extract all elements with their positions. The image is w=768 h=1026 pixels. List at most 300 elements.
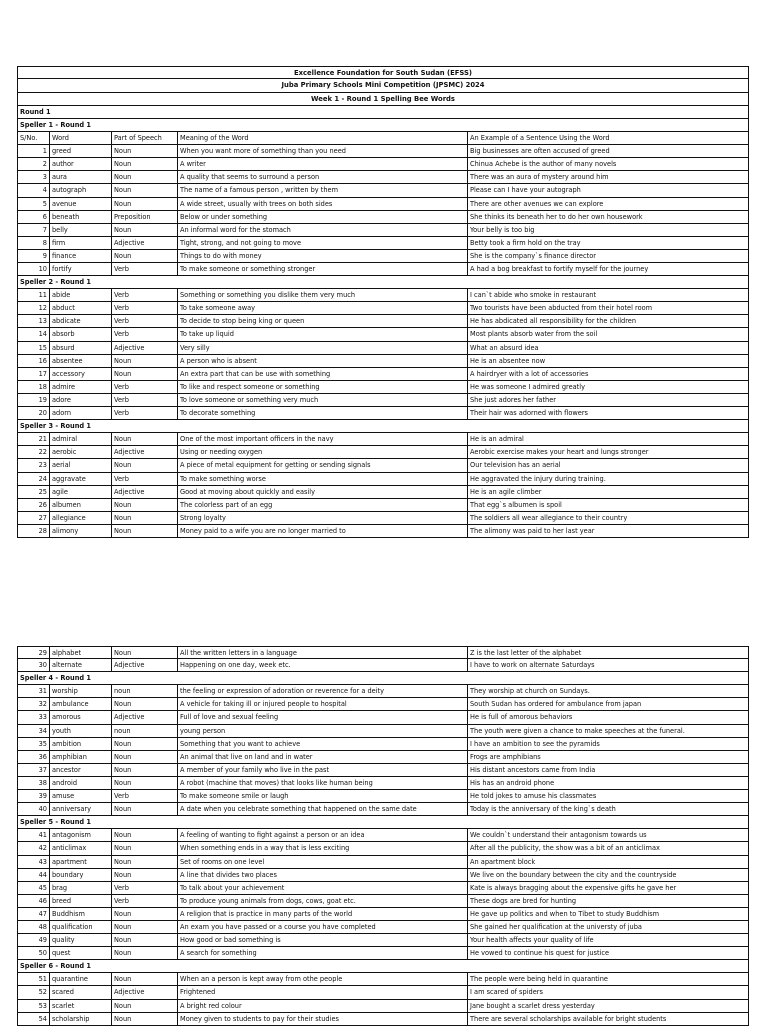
serial-number-cell: 38	[38, 778, 47, 787]
competition-title: Juba Primary Schools Mini Competition (JPSMC) 2024	[281, 81, 485, 90]
example-cell: Z is the last letter of the alphabet	[467, 647, 750, 658]
serial-number-cell: 5	[42, 199, 47, 208]
document-title: Excellence Foundation for South Sudan (EFSS)	[294, 69, 472, 77]
speller-section-label: Speller 3 - Round 1	[20, 422, 91, 431]
meaning-cell: Happening on one day, week etc.	[177, 659, 467, 671]
example-cell: Your health affects your quality of life	[467, 934, 750, 946]
example-cell: Today is the anniversary of the king`s death	[467, 803, 750, 815]
meaning-cell: To decorate something	[177, 407, 467, 419]
table-row	[17, 512, 749, 525]
title-row	[17, 93, 749, 106]
part-of-speech-cell: Verb	[111, 473, 177, 485]
speller-section-row	[17, 960, 749, 973]
column-header-part-of-speech: Part of Speech	[111, 132, 177, 144]
table-row	[17, 751, 749, 764]
example-cell: Their hair was adorned with flowers	[467, 407, 750, 419]
example-cell: He is an absentee now	[467, 355, 750, 367]
table-row	[17, 921, 749, 934]
example-cell: I have an ambition to see the pyramids	[467, 738, 750, 750]
part-of-speech-cell: noun	[111, 725, 177, 737]
word-cell: abduct	[49, 302, 111, 314]
serial-number-cell: 45	[38, 883, 47, 892]
part-of-speech-cell: Adjective	[111, 986, 177, 998]
meaning-cell: To take someone away	[177, 302, 467, 314]
example-cell: I have to work on alternate Saturdays	[467, 659, 750, 671]
word-cell: quarantine	[49, 973, 111, 985]
example-cell: He was someone I admired greatly	[467, 381, 750, 393]
meaning-cell: Strong loyalty	[177, 512, 467, 524]
part-of-speech-cell: Verb	[111, 895, 177, 907]
speller-section-label: Speller 2 - Round 1	[20, 278, 91, 287]
part-of-speech-cell: Noun	[111, 499, 177, 511]
example-cell: Kate is always bragging about the expensive gifts he gave her	[467, 882, 750, 894]
word-cell: finance	[49, 250, 111, 262]
example-cell: I am scared of spiders	[467, 986, 750, 998]
serial-number-cell: 32	[38, 700, 47, 709]
part-of-speech-cell: Noun	[111, 250, 177, 262]
example-cell: Jane bought a scarlet dress yesterday	[467, 1000, 750, 1012]
table-row	[17, 882, 749, 895]
part-of-speech-cell: Noun	[111, 973, 177, 985]
serial-number-cell: 46	[38, 896, 47, 905]
meaning-cell: To make something worse	[177, 473, 467, 485]
part-of-speech-cell: Noun	[111, 738, 177, 750]
serial-number-cell: 15	[38, 343, 47, 352]
table-row	[17, 211, 749, 224]
column-header-example: An Example of a Sentence Using the Word	[467, 132, 750, 144]
word-cell: fortify	[49, 263, 111, 275]
meaning-cell: When something ends in a way that is less exciting	[177, 842, 467, 854]
serial-number-cell: 35	[38, 739, 47, 748]
word-cell: aerial	[49, 459, 111, 471]
table-row	[17, 725, 749, 738]
column-header-word: Word	[49, 132, 111, 144]
part-of-speech-cell: Noun	[111, 764, 177, 776]
table-row	[17, 895, 749, 908]
word-cell: alphabet	[49, 647, 111, 658]
meaning-cell: Frightened	[177, 986, 467, 998]
word-cell: quest	[49, 947, 111, 959]
meaning-cell: Something or something you dislike them very much	[177, 289, 467, 301]
part-of-speech-cell: Noun	[111, 751, 177, 763]
word-cell: firm	[49, 237, 111, 249]
table-row	[17, 777, 749, 790]
example-cell: Your belly is too big	[467, 224, 750, 236]
table-row	[17, 685, 749, 698]
round-label: Round 1	[20, 107, 51, 116]
serial-number-cell: 43	[38, 857, 47, 866]
meaning-cell: Below or under something	[177, 211, 467, 223]
example-cell: The soldiers all wear allegiance to their country	[467, 512, 750, 524]
column-header-meaning: Meaning of the Word	[177, 132, 467, 144]
word-cell: worship	[49, 685, 111, 697]
part-of-speech-cell: Verb	[111, 407, 177, 419]
word-cell: beneath	[49, 211, 111, 223]
week-title: Week 1 - Round 1 Spelling Bee Words	[311, 94, 455, 103]
table-row	[17, 263, 749, 276]
speller-section-row	[17, 672, 749, 685]
word-cell: abide	[49, 289, 111, 301]
meaning-cell: A robot (machine that moves) that looks like human being	[177, 777, 467, 789]
meaning-cell: Tight, strong, and not going to move	[177, 237, 467, 249]
serial-number-cell: 18	[38, 382, 47, 391]
serial-number-cell: 16	[38, 356, 47, 365]
serial-number-cell: 49	[38, 936, 47, 945]
table-row	[17, 947, 749, 960]
meaning-cell: Using or needing oxygen	[177, 446, 467, 458]
part-of-speech-cell: Noun	[111, 803, 177, 815]
meaning-cell: Things to do with money	[177, 250, 467, 262]
meaning-cell: Set of rooms on one level	[177, 856, 467, 868]
meaning-cell: Something that you want to achieve	[177, 738, 467, 750]
serial-number-cell: 27	[38, 513, 47, 522]
meaning-cell: How good or bad something is	[177, 934, 467, 946]
word-cell: anticlimax	[49, 842, 111, 854]
word-cell: antagonism	[49, 829, 111, 841]
table-row	[17, 381, 749, 394]
serial-number-cell: 48	[38, 922, 47, 931]
part-of-speech-cell: Verb	[111, 394, 177, 406]
word-cell: allegiance	[49, 512, 111, 524]
example-cell: Our television has an aerial	[467, 459, 750, 471]
part-of-speech-cell: Noun	[111, 947, 177, 959]
serial-number-cell: 8	[42, 238, 47, 247]
table-body-2	[17, 646, 749, 1026]
table-row	[17, 237, 749, 250]
example-cell: That egg`s albumen is spoil	[467, 499, 750, 511]
table-body-1	[17, 119, 749, 538]
word-cell: abdicate	[49, 315, 111, 327]
example-cell: He is full of amorous behaviors	[467, 711, 750, 723]
table-row	[17, 368, 749, 381]
meaning-cell: Money given to students to pay for their studies	[177, 1013, 467, 1025]
word-cell: avenue	[49, 198, 111, 210]
example-cell: We couldn`t understand their antagonism towards us	[467, 829, 750, 841]
part-of-speech-cell: Noun	[111, 224, 177, 236]
speller-section-row	[17, 816, 749, 829]
example-cell: There are other avenues we can explore	[467, 198, 750, 210]
meaning-cell: To take up liquid	[177, 328, 467, 340]
table-row	[17, 158, 749, 171]
meaning-cell: the feeling or expression of adoration or reverence for a deity	[177, 685, 467, 697]
meaning-cell: A religion that is practice in many parts of the world	[177, 908, 467, 920]
word-cell: apartment	[49, 856, 111, 868]
example-cell: What an absurd idea	[467, 342, 750, 354]
serial-number-cell: 21	[38, 435, 47, 444]
table-row	[17, 934, 749, 947]
word-cell: absentee	[49, 355, 111, 367]
example-cell: He aggravated the injury during training.	[467, 473, 750, 485]
word-cell: scared	[49, 986, 111, 998]
example-cell: He has abdicated all responsibility for the children	[467, 315, 750, 327]
example-cell: I can`t abide who smoke in restaurant	[467, 289, 750, 301]
part-of-speech-cell: Noun	[111, 158, 177, 170]
word-cell: brag	[49, 882, 111, 894]
table-row	[17, 499, 749, 512]
example-cell: The youth were given a chance to make speeches at the funeral.	[467, 725, 750, 737]
example-cell: Chinua Achebe is the author of many novels	[467, 158, 750, 170]
word-cell: author	[49, 158, 111, 170]
part-of-speech-cell: Adjective	[111, 659, 177, 671]
meaning-cell: To talk about your achievement	[177, 882, 467, 894]
part-of-speech-cell: noun	[111, 685, 177, 697]
meaning-cell: A wide street, usually with trees on both sides	[177, 198, 467, 210]
speller-section-label: Speller 6 - Round 1	[20, 962, 91, 971]
spelling-list-page-1	[17, 66, 749, 538]
part-of-speech-cell: Noun	[111, 198, 177, 210]
example-cell: He gave up politics and when to Tibet to study Buddhism	[467, 908, 750, 920]
meaning-cell: An animal that live on land and in water	[177, 751, 467, 763]
meaning-cell: Good at moving about quickly and easily	[177, 486, 467, 498]
serial-number-cell: 22	[38, 448, 47, 457]
part-of-speech-cell: Noun	[111, 355, 177, 367]
word-cell: agile	[49, 486, 111, 498]
example-cell: An apartment block	[467, 856, 750, 868]
meaning-cell: To decide to stop being king or queen	[177, 315, 467, 327]
example-cell: The people were being held in quarantine	[467, 973, 750, 985]
table-row	[17, 289, 749, 302]
example-cell: She gained her qualification at the universty of juba	[467, 921, 750, 933]
serial-number-cell: 3	[42, 173, 47, 182]
meaning-cell: A search for something	[177, 947, 467, 959]
part-of-speech-cell: Verb	[111, 328, 177, 340]
meaning-cell: A vehicle for taking ill or injured people to hospital	[177, 698, 467, 710]
serial-number-cell: 54	[38, 1014, 47, 1023]
serial-number-cell: 12	[38, 304, 47, 313]
example-cell: There was an aura of mystery around him	[467, 171, 750, 183]
part-of-speech-cell: Noun	[111, 921, 177, 933]
part-of-speech-cell: Noun	[111, 842, 177, 854]
meaning-cell: Full of love and sexual feeling	[177, 711, 467, 723]
word-cell: scarlet	[49, 1000, 111, 1012]
serial-number-cell: 2	[42, 160, 47, 169]
table-row	[17, 184, 749, 197]
serial-number-cell: 30	[38, 661, 47, 670]
word-cell: admiral	[49, 433, 111, 445]
example-cell: Aerobic exercise makes your heart and lungs stronger	[467, 446, 750, 458]
part-of-speech-cell: Noun	[111, 856, 177, 868]
table-row	[17, 842, 749, 855]
table-row	[17, 446, 749, 459]
example-cell: A had a bog breakfast to fortify myself for the journey	[467, 263, 750, 275]
serial-number-cell: 24	[38, 474, 47, 483]
word-cell: adorn	[49, 407, 111, 419]
part-of-speech-cell: Verb	[111, 381, 177, 393]
part-of-speech-cell: Adjective	[111, 711, 177, 723]
meaning-cell: The name of a famous person , written by them	[177, 184, 467, 196]
example-cell: Two tourists have been abducted from their hotel room	[467, 302, 750, 314]
serial-number-cell: 9	[42, 251, 47, 260]
serial-number-cell: 31	[38, 687, 47, 696]
table-row	[17, 698, 749, 711]
word-cell: aura	[49, 171, 111, 183]
meaning-cell: To make someone or something stronger	[177, 263, 467, 275]
table-row	[17, 764, 749, 777]
table-row	[17, 659, 749, 672]
word-cell: belly	[49, 224, 111, 236]
meaning-cell: A bright red colour	[177, 1000, 467, 1012]
meaning-cell: Money paid to a wife you are no longer married to	[177, 525, 467, 537]
word-cell: amphibian	[49, 751, 111, 763]
spelling-list-page-2	[17, 646, 749, 1026]
serial-number-cell: 36	[38, 752, 47, 761]
part-of-speech-cell: Verb	[111, 302, 177, 314]
word-cell: greed	[49, 145, 111, 157]
meaning-cell: The colorless part of an egg	[177, 499, 467, 511]
table-row	[17, 986, 749, 999]
word-cell: youth	[49, 725, 111, 737]
example-cell: We live on the boundary between the city and the countryside	[467, 869, 750, 881]
example-cell: There are several scholarships available for bright students	[467, 1013, 750, 1025]
meaning-cell: Very silly	[177, 342, 467, 354]
part-of-speech-cell: Noun	[111, 433, 177, 445]
table-row	[17, 856, 749, 869]
word-cell: admire	[49, 381, 111, 393]
speller-section-row	[17, 119, 749, 132]
table-row	[17, 224, 749, 237]
serial-number-cell: 42	[38, 844, 47, 853]
meaning-cell: An extra part that can be use with something	[177, 368, 467, 380]
serial-number-cell: 19	[38, 395, 47, 404]
example-cell: Most plants absorb water from the soil	[467, 328, 750, 340]
table-row	[17, 646, 749, 659]
meaning-cell: A piece of metal equipment for getting or sending signals	[177, 459, 467, 471]
part-of-speech-cell: Noun	[111, 647, 177, 658]
speller-section-row	[17, 276, 749, 289]
serial-number-cell: 6	[42, 212, 47, 221]
meaning-cell: An informal word for the stomach	[177, 224, 467, 236]
word-cell: boundary	[49, 869, 111, 881]
serial-number-cell: 10	[38, 265, 47, 274]
word-cell: autograph	[49, 184, 111, 196]
column-header-sn: S/No.	[20, 134, 38, 143]
part-of-speech-cell: Noun	[111, 171, 177, 183]
example-cell: Please can I have your autograph	[467, 184, 750, 196]
title-row	[17, 79, 749, 92]
serial-number-cell: 28	[38, 526, 47, 535]
table-row	[17, 302, 749, 315]
part-of-speech-cell: Verb	[111, 289, 177, 301]
part-of-speech-cell: Adjective	[111, 237, 177, 249]
round-row	[17, 106, 749, 119]
table-row	[17, 711, 749, 724]
table-row	[17, 394, 749, 407]
serial-number-cell: 7	[42, 225, 47, 234]
part-of-speech-cell: Verb	[111, 790, 177, 802]
word-cell: amuse	[49, 790, 111, 802]
meaning-cell: An exam you have passed or a course you have completed	[177, 921, 467, 933]
serial-number-cell: 20	[38, 409, 47, 418]
part-of-speech-cell: Noun	[111, 368, 177, 380]
example-cell: His has an android phone	[467, 777, 750, 789]
word-cell: ambulance	[49, 698, 111, 710]
example-cell: Betty took a firm hold on the tray	[467, 237, 750, 249]
serial-number-cell: 14	[38, 330, 47, 339]
example-cell: He is an agile climber	[467, 486, 750, 498]
serial-number-cell: 26	[38, 500, 47, 509]
part-of-speech-cell: Noun	[111, 777, 177, 789]
word-cell: Buddhism	[49, 908, 111, 920]
meaning-cell: All the written letters in a language	[177, 647, 467, 658]
table-row	[17, 315, 749, 328]
table-row	[17, 908, 749, 921]
meaning-cell: A person who is absent	[177, 355, 467, 367]
serial-number-cell: 23	[38, 461, 47, 470]
part-of-speech-cell: Adjective	[111, 486, 177, 498]
part-of-speech-cell: Noun	[111, 698, 177, 710]
meaning-cell: To make someone smile or laugh	[177, 790, 467, 802]
table-row	[17, 145, 749, 158]
word-cell: ambition	[49, 738, 111, 750]
example-cell: She just adores her father	[467, 394, 750, 406]
serial-number-cell: 53	[38, 1001, 47, 1010]
word-cell: android	[49, 777, 111, 789]
part-of-speech-cell: Noun	[111, 829, 177, 841]
example-cell: His distant ancestors came from India	[467, 764, 750, 776]
column-header-row	[17, 132, 749, 145]
example-cell: Frogs are amphibians	[467, 751, 750, 763]
serial-number-cell: 34	[38, 726, 47, 735]
word-cell: quality	[49, 934, 111, 946]
table-row	[17, 803, 749, 816]
serial-number-cell: 52	[38, 988, 47, 997]
word-cell: anniversary	[49, 803, 111, 815]
word-cell: scholarship	[49, 1013, 111, 1025]
word-cell: adore	[49, 394, 111, 406]
example-cell: They worship at church on Sundays.	[467, 685, 750, 697]
example-cell: He vowed to continue his quest for justice	[467, 947, 750, 959]
part-of-speech-cell: Noun	[111, 869, 177, 881]
part-of-speech-cell: Noun	[111, 145, 177, 157]
table-row	[17, 459, 749, 472]
meaning-cell: young person	[177, 725, 467, 737]
table-row	[17, 829, 749, 842]
title-row	[17, 66, 749, 79]
example-cell: These dogs are bred for hunting	[467, 895, 750, 907]
meaning-cell: When an a person is kept away from othe people	[177, 973, 467, 985]
meaning-cell: A writer	[177, 158, 467, 170]
meaning-cell: A line that divides two places	[177, 869, 467, 881]
example-cell: She thinks its beneath her to do her own housework	[467, 211, 750, 223]
word-cell: breed	[49, 895, 111, 907]
part-of-speech-cell: Noun	[111, 512, 177, 524]
table-row	[17, 407, 749, 420]
speller-section-label: Speller 1 - Round 1	[20, 120, 91, 129]
serial-number-cell: 37	[38, 765, 47, 774]
word-cell: alternate	[49, 659, 111, 671]
meaning-cell: A member of your family who live in the past	[177, 764, 467, 776]
table-row	[17, 973, 749, 986]
example-cell: After all the publicity, the show was a bit of an anticlimax	[467, 842, 750, 854]
example-cell: She is the company`s finance director	[467, 250, 750, 262]
speller-section-row	[17, 420, 749, 433]
serial-number-cell: 29	[38, 649, 47, 657]
serial-number-cell: 11	[38, 291, 47, 300]
meaning-cell: A quality that seems to surround a person	[177, 171, 467, 183]
word-cell: accessory	[49, 368, 111, 380]
serial-number-cell: 17	[38, 369, 47, 378]
serial-number-cell: 47	[38, 909, 47, 918]
meaning-cell: A feeling of wanting to fight against a person or an idea	[177, 829, 467, 841]
part-of-speech-cell: Noun	[111, 184, 177, 196]
speller-section-label: Speller 4 - Round 1	[20, 674, 91, 683]
word-cell: amorous	[49, 711, 111, 723]
part-of-speech-cell: Noun	[111, 525, 177, 537]
word-cell: albumen	[49, 499, 111, 511]
part-of-speech-cell: Preposition	[111, 211, 177, 223]
example-cell: The alimony was paid to her last year	[467, 525, 750, 537]
serial-number-cell: 39	[38, 792, 47, 801]
